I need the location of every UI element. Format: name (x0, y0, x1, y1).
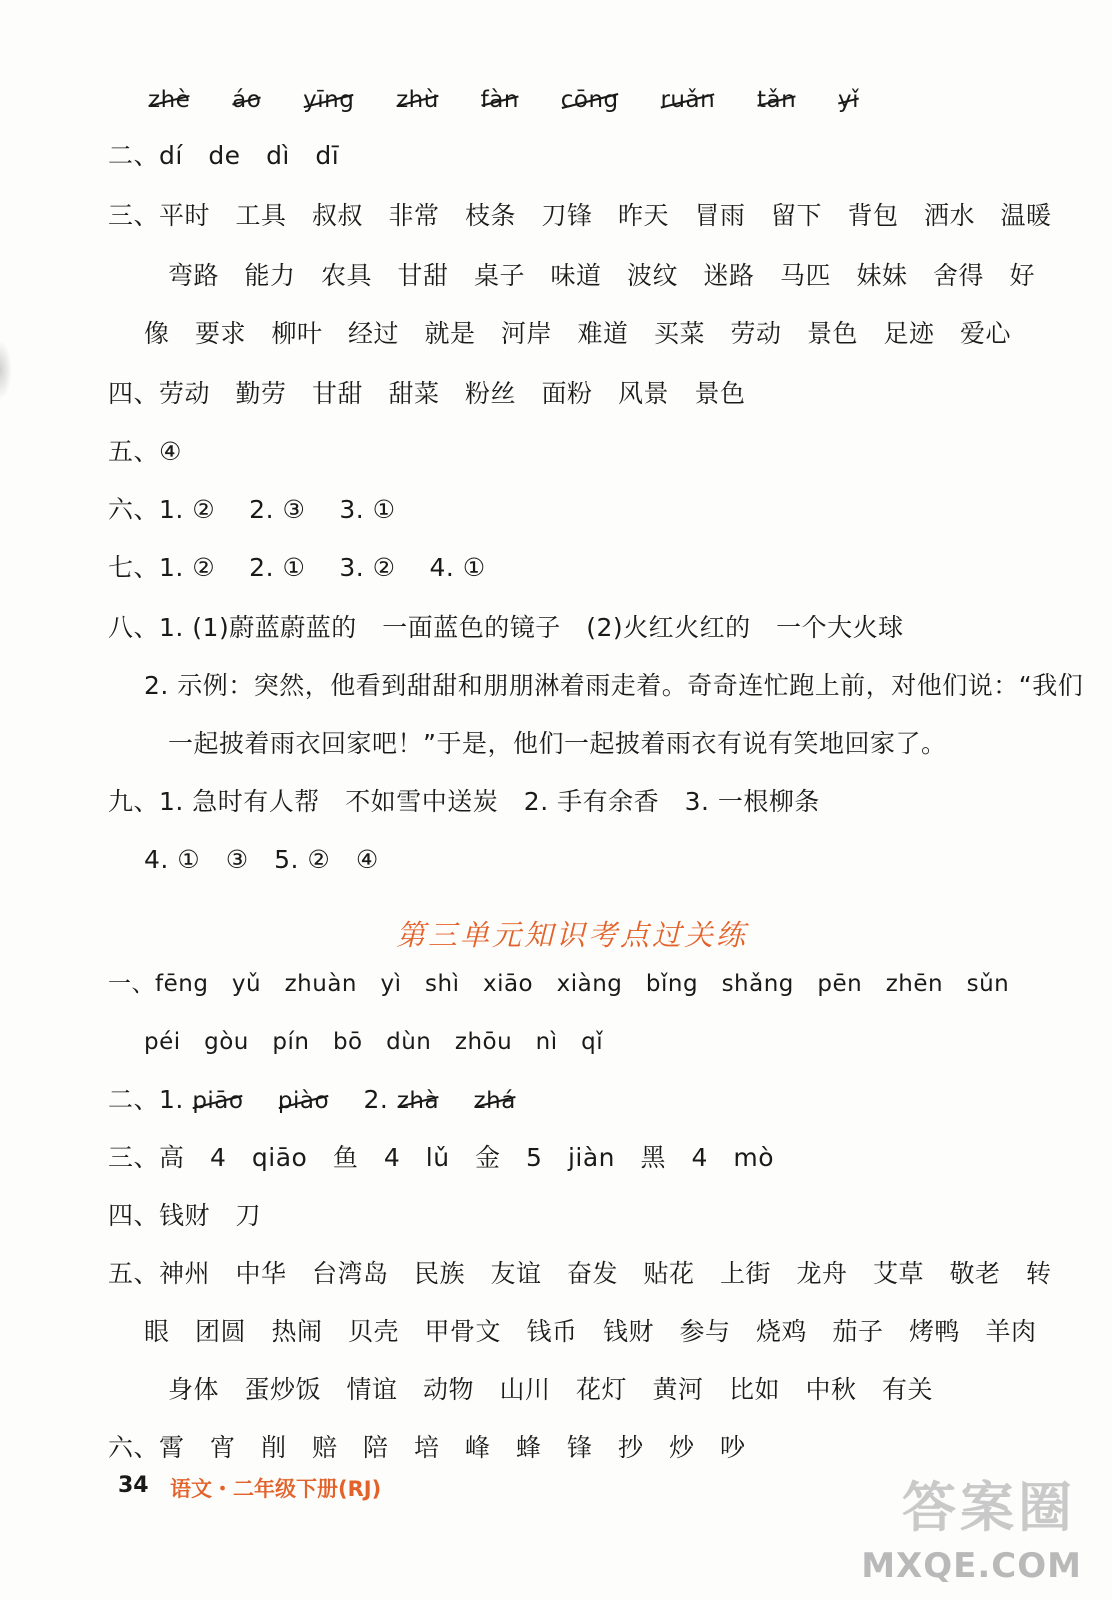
pinyin-item: zhá (474, 1085, 516, 1117)
answer-line: 4. ① ③ 5. ② ④ (144, 845, 379, 874)
answer-line: 二、dí de dì dī (108, 141, 340, 170)
answer-prefix: 二、1. (108, 1085, 184, 1114)
answer-line-crossed (108, 1084, 516, 1117)
answer-line: 一起披着雨衣回家吧！”于是，他们一起披着雨衣有说有笑地回家了。 (168, 729, 947, 758)
answer-line: 2. 示例：突然，他看到甜甜和朋朋淋着雨走着。奇奇连忙跑上前，对他们说：“我们 (144, 671, 1084, 700)
scan-edge-mark (0, 340, 12, 400)
pinyin-item: yīng (303, 84, 354, 116)
answer-line: 四、劳动 勤劳 甘甜 甜菜 粉丝 面粉 风景 景色 (108, 379, 746, 408)
answer-line: 眼 团圆 热闹 贝壳 甲骨文 钱币 钱财 参与 烧鸡 茄子 烤鸭 羊肉 (144, 1317, 1037, 1346)
pinyin-item: zhà (397, 1085, 439, 1117)
answer-line: 五、神州 中华 台湾岛 民族 友谊 奋发 贴花 上街 龙舟 艾草 敬老 转 (108, 1259, 1052, 1288)
pinyin-item: cōng (561, 84, 619, 116)
pinyin-item: ruǎn (660, 84, 715, 116)
pinyin-item: piāo (192, 1085, 243, 1117)
pinyin-item: fàn (481, 84, 519, 116)
answer-line: 三、平时 工具 叔叔 非常 枝条 刀锋 昨天 冒雨 留下 背包 洒水 温暖 (108, 201, 1052, 230)
pinyin-item: tǎn (757, 84, 796, 116)
pinyin-item: zhè (148, 84, 190, 116)
answer-line: 弯路 能力 农具 甘甜 桌子 味道 波纹 迷路 马匹 妹妹 舍得 好 (168, 261, 1036, 290)
watermark-url: MXQE.COM (861, 1546, 1082, 1586)
pinyin-item: piào (278, 1085, 329, 1117)
section-title: 第三单元知识考点过关练 (396, 918, 749, 952)
answer-line: 六、霄 宵 削 赔 陪 培 峰 蜂 锋 抄 炒 吵 (108, 1433, 746, 1462)
answer-line: 六、1. ② 2. ③ 3. ① (108, 495, 396, 524)
book-title: 语文・二年级下册(RJ) (170, 1477, 382, 1501)
answer-line: 四、钱财 刀 (108, 1201, 262, 1230)
pinyin-correction-line (148, 84, 859, 116)
answer-line: péi gòu pín bō dùn zhōu nì qǐ (144, 1029, 604, 1055)
watermark-logo: 答案圈 (902, 1476, 1076, 1539)
answer-line: 一、fēng yǔ zhuàn yì shì xiāo xiàng bǐng shǎng pēn zhēn sǔn (108, 971, 1010, 997)
pinyin-item: yǐ (838, 84, 859, 116)
answer-line: 像 要求 柳叶 经过 就是 河岸 难道 买菜 劳动 景色 足迹 爱心 (144, 319, 1012, 348)
answer-line: 身体 蛋炒饭 情谊 动物 山川 花灯 黄河 比如 中秋 有关 (168, 1375, 934, 1404)
answer-line: 九、1. 急时有人帮 不如雪中送炭 2. 手有余香 3. 一根柳条 (108, 787, 820, 816)
answer-line: 八、1. (1)蔚蓝蔚蓝的 一面蓝色的镜子 (2)火红火红的 一个大火球 (108, 613, 904, 642)
answer-line: 五、④ (108, 437, 182, 466)
answer-line: 七、1. ② 2. ① 3. ② 4. ① (108, 553, 486, 582)
pinyin-item: zhù (396, 84, 439, 116)
answer-line: 三、高 4 qiāo 鱼 4 lǔ 金 5 jiàn 黑 4 mò (108, 1143, 775, 1172)
page-number: 34 (118, 1473, 149, 1498)
pinyin-item: áo (232, 84, 261, 116)
answer-prefix: 2. (363, 1085, 389, 1114)
